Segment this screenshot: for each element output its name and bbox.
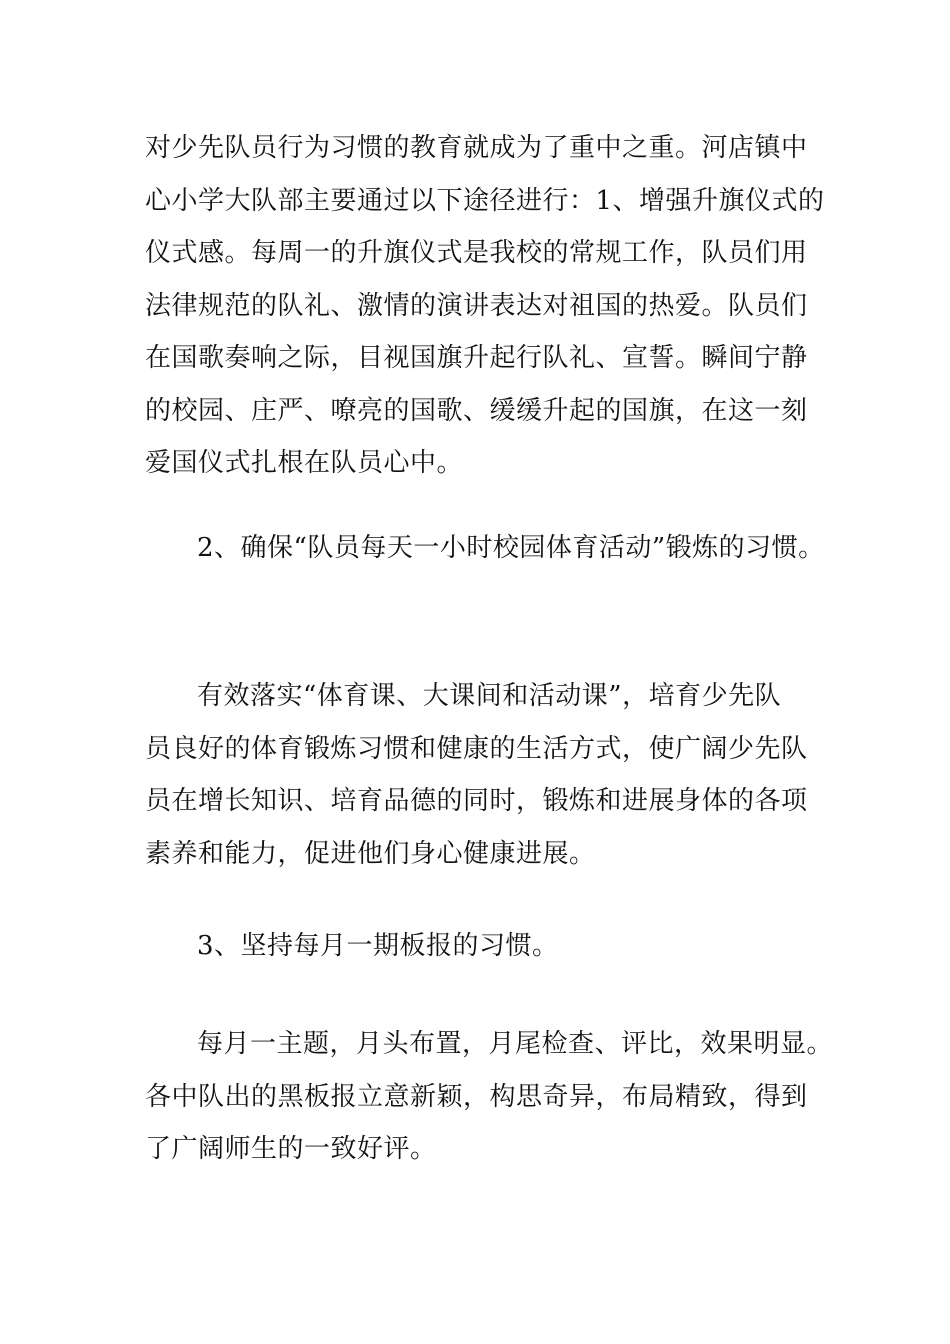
paragraph-2 bbox=[145, 670, 815, 880]
paragraph-1-line: 在国歌奏响之际，目视国旗升起行队礼、宣誓。瞬间宁静 bbox=[145, 343, 808, 373]
paragraph-1 bbox=[145, 122, 825, 490]
paragraph-1-line: 心小学大队部主要通过以下途径进行：1、增强升旗仪式的 bbox=[145, 185, 825, 216]
paragraph-2-line: 员在增长知识、培育品德的同时，锻炼和进展身体的各项 bbox=[145, 786, 808, 816]
paragraph-1-line: 法律规范的队礼、激情的演讲表达对祖国的热爱。队员们 bbox=[145, 290, 808, 321]
section-heading-3 bbox=[145, 920, 815, 973]
paragraph-1-line: 对少先队员行为习惯的教育就成为了重中之重。河店镇中 bbox=[145, 133, 808, 163]
section-heading-2-text: 2、确保“队员每天一小时校园体育活动”锻炼的习惯。 bbox=[197, 533, 825, 563]
paragraph-3-line: 各中队出的黑板报立意新颖，构思奇异，布局精致，得到 bbox=[145, 1081, 808, 1112]
paragraph-1-line: 爱国仪式扎根在队员心中。 bbox=[145, 448, 464, 478]
section-heading-3-text: 3、坚持每月一期板报的习惯。 bbox=[197, 931, 559, 961]
section-heading-2 bbox=[145, 522, 825, 575]
paragraph-2-line: 素养和能力，促进他们身心健康进展。 bbox=[145, 838, 596, 869]
paragraph-2-line: 员良好的体育锻炼习惯和健康的生活方式，使广阔少先队 bbox=[145, 733, 808, 764]
paragraph-3 bbox=[145, 1018, 834, 1176]
paragraph-3-line: 每月一主题，月头布置，月尾检查、评比，效果明显。 bbox=[197, 1029, 834, 1059]
paragraph-3-line: 了广阔师生的一致好评。 bbox=[145, 1134, 437, 1164]
paragraph-1-line: 的校园、庄严、嘹亮的国歌、缓缓升起的国旗，在这一刻 bbox=[145, 395, 808, 426]
paragraph-1-line: 仪式感。每周一的升旗仪式是我校的常规工作，队员们用 bbox=[145, 238, 808, 268]
paragraph-2-line: 有效落实“体育课、大课间和活动课”，培育少先队 bbox=[197, 681, 782, 711]
